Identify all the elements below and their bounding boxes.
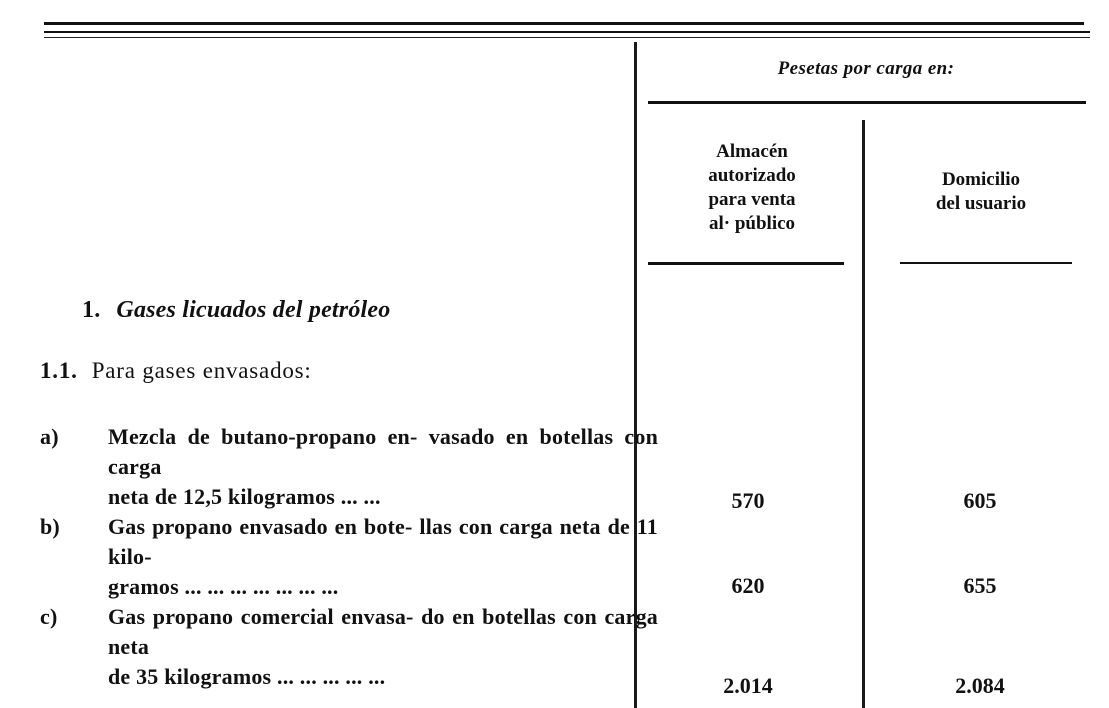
list-item-line3: de 35 kilogramos ... ... ... ... ... bbox=[108, 664, 386, 689]
table-header-title: Pesetas por carga en: bbox=[777, 58, 955, 79]
subsection-number: 1.1. bbox=[40, 358, 78, 383]
header-rule bbox=[648, 101, 1086, 104]
list-item-line2: llas con carga neta de 11 kilo- bbox=[108, 514, 658, 569]
column-header-rule-almacen bbox=[648, 262, 844, 265]
list-item-line1: Gas propano comercial envasa- bbox=[108, 604, 414, 629]
subsection-heading bbox=[40, 358, 312, 384]
column-header-almacen-line2: autorizado bbox=[708, 165, 796, 186]
value-domicilio: 2.084 bbox=[955, 673, 1005, 698]
list-item-label: c) bbox=[40, 604, 58, 629]
vertical-divider-columns bbox=[862, 120, 865, 708]
section-number: 1. bbox=[82, 297, 101, 323]
list-item bbox=[40, 512, 658, 602]
value-almacen: 620 bbox=[731, 573, 765, 598]
section-title: Gases licuados del petróleo bbox=[116, 297, 391, 323]
value-domicilio: 605 bbox=[963, 488, 997, 513]
column-header-almacen-line3: para venta bbox=[708, 189, 796, 210]
column-header-almacen-line4: al· público bbox=[708, 213, 796, 234]
value-domicilio: 655 bbox=[963, 573, 997, 598]
column-header-almacen bbox=[648, 140, 856, 236]
list-item-text bbox=[108, 422, 658, 512]
top-rule-lower bbox=[44, 37, 1090, 38]
list-item-line1: Mezcla de butano-propano en- bbox=[108, 424, 418, 449]
column-header-almacen-line1: Almacén bbox=[716, 141, 788, 162]
list-item-label: b) bbox=[40, 514, 60, 539]
top-rule-middle bbox=[44, 31, 1090, 33]
list-item bbox=[40, 602, 658, 692]
column-header-rule-domicilio bbox=[900, 262, 1072, 264]
list-item-line3: gramos ... ... ... ... ... ... ... bbox=[108, 574, 339, 599]
value-almacen: 570 bbox=[731, 488, 765, 513]
list-item-line1: Gas propano envasado en bote- bbox=[108, 514, 413, 539]
list-item-line3: neta de 12,5 kilogramos ... ... bbox=[108, 484, 381, 509]
column-header-domicilio bbox=[878, 168, 1084, 216]
column-header-domicilio-line1: Domicilio bbox=[941, 169, 1021, 190]
list-item-line2: vasado en botellas con carga bbox=[108, 424, 659, 479]
list-item-line2: do en botellas con carga neta bbox=[108, 604, 658, 659]
top-rule-upper bbox=[44, 22, 1084, 25]
value-almacen: 2.014 bbox=[723, 673, 773, 698]
list-item-label: a) bbox=[40, 424, 59, 449]
list-item bbox=[40, 422, 658, 512]
list-item-text bbox=[108, 602, 658, 692]
list-item-text bbox=[108, 512, 658, 602]
column-header-domicilio-line2: del usuario bbox=[935, 193, 1027, 214]
section-heading bbox=[82, 297, 390, 324]
subsection-title: Para gases envasados: bbox=[91, 358, 312, 383]
